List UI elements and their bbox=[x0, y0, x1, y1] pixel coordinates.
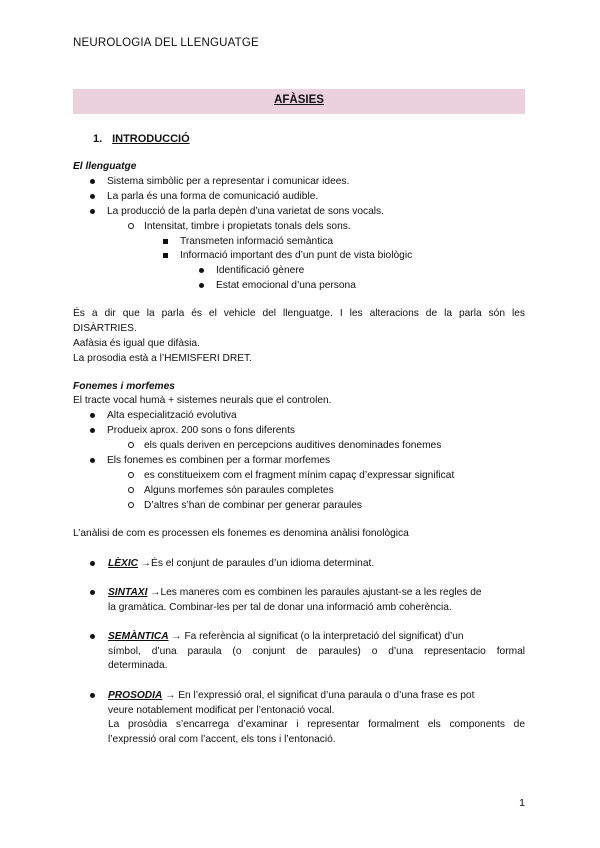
arrow-right-icon: → bbox=[140, 558, 152, 569]
arrow-right-icon: → bbox=[171, 631, 182, 642]
arrow-right-icon: → bbox=[165, 690, 176, 701]
list-item: es constitueixem com el fragment mínim capaç d’expressar significat bbox=[128, 469, 134, 482]
list-item: Alguns morfemes són paraules completes bbox=[128, 484, 134, 497]
term-line: la gramàtica. Combinar-les per tal de donar una informació amb coherència. bbox=[108, 602, 452, 613]
bullet-icon bbox=[90, 413, 95, 418]
bullet-icon bbox=[90, 634, 95, 639]
list-item: Identificació gènere bbox=[199, 264, 204, 277]
page-number: 1 bbox=[519, 797, 525, 809]
term-lexic: LÈXIC →És el conjunt de paraules d’un idioma determinat. bbox=[90, 557, 95, 570]
bullet-icon bbox=[90, 194, 95, 199]
paragraph-line: És a dir que la parla és el vehicle del llenguatge. I les alteracions de la parla són les bbox=[73, 308, 525, 319]
term-line: determinada. bbox=[108, 660, 168, 671]
list-item: Transmeten informació semàntica bbox=[163, 235, 168, 248]
list-item: Els fonemes es combinen per a formar morfemes bbox=[90, 454, 95, 467]
hollow-bullet-icon bbox=[128, 487, 134, 493]
paragraph-line: La prosodia està a l’HEMISFERI DRET. bbox=[73, 353, 252, 364]
bullet-icon bbox=[90, 693, 95, 698]
subheading-fonemes: Fonemes i morfemes bbox=[73, 381, 175, 392]
list-item: els quals deriven en percepcions auditives denominades fonemes bbox=[128, 439, 134, 452]
hollow-bullet-icon bbox=[128, 502, 134, 508]
term-line: veure notablement modificat per l’entonació vocal. bbox=[108, 705, 335, 716]
bullet-icon bbox=[199, 268, 204, 273]
term-line: l’expressió oral com l’accent, els tons i l’entonació. bbox=[108, 734, 336, 745]
bullet-icon bbox=[90, 179, 95, 184]
hollow-bullet-icon bbox=[128, 472, 134, 478]
hollow-bullet-icon bbox=[128, 223, 134, 229]
list-item: Estat emocional d’una persona bbox=[199, 279, 204, 292]
bullet-icon bbox=[90, 428, 95, 433]
list-item: D’altres s’han de combinar per generar paraules bbox=[128, 499, 134, 512]
list-item: Informació important des d’un punt de vista biològic bbox=[163, 249, 168, 262]
list-item: Sistema simbòlic per a representar i comunicar idees. bbox=[90, 175, 95, 188]
term-prosodia: PROSODIA → En l’expressió oral, el significat d’una paraula o d’una frase es pot bbox=[90, 689, 95, 702]
list-item: La parla és una forma de comunicació audible. bbox=[90, 190, 95, 203]
list-item: Produeix aprox. 200 sons o fons diferents bbox=[90, 424, 95, 437]
section-number: 1. bbox=[93, 133, 103, 145]
bullet-icon bbox=[90, 590, 95, 595]
term-semantica: SEMÀNTICA → Fa referència al significat (o la interpretació del significat) d’un bbox=[90, 630, 95, 643]
list-item: Intensitat, timbre i propietats tonals dels sons. bbox=[128, 220, 134, 233]
arrow-right-icon: → bbox=[150, 587, 161, 598]
term-line: símbol, d’una paraula (o conjunt de paraules) o d’una representacio formal bbox=[108, 646, 525, 657]
section-heading bbox=[93, 133, 190, 145]
section-label: INTRODUCCIÓ bbox=[112, 133, 190, 145]
page-title: AFÀSIES bbox=[274, 94, 324, 106]
paragraph-line: L’anàlisi de com es processen els fonemes es denomina anàlisi fonològica bbox=[73, 528, 409, 539]
bullet-icon bbox=[90, 209, 95, 214]
bullet-icon bbox=[199, 283, 204, 288]
list-item: La producció de la parla depèn d’una varietat de sons vocals. bbox=[90, 205, 95, 218]
paragraph-line: Aafàsia és igual que difàsia. bbox=[73, 338, 200, 349]
bullet-icon bbox=[90, 458, 95, 463]
paragraph-line: DISÀRTRIES. bbox=[73, 323, 137, 334]
square-bullet-icon bbox=[163, 239, 168, 244]
subheading-llenguatge: El llenguatge bbox=[73, 161, 137, 172]
hollow-bullet-icon bbox=[128, 442, 134, 448]
bullet-icon bbox=[90, 561, 95, 566]
paragraph-line: El tracte vocal humà + sistemes neurals que el controlen. bbox=[73, 395, 332, 406]
list-item: Alta especialització evolutiva bbox=[90, 409, 95, 422]
term-sintaxi: SINTAXI →Les maneres com es combinen les paraules ajustant-se a les regles de bbox=[90, 586, 95, 599]
term-line: La prosòdia s’encarrega d’examinar i representar formalment els components de bbox=[108, 719, 525, 730]
square-bullet-icon bbox=[163, 253, 168, 258]
document-header: NEUROLOGIA DEL LLENGUATGE bbox=[73, 37, 259, 49]
